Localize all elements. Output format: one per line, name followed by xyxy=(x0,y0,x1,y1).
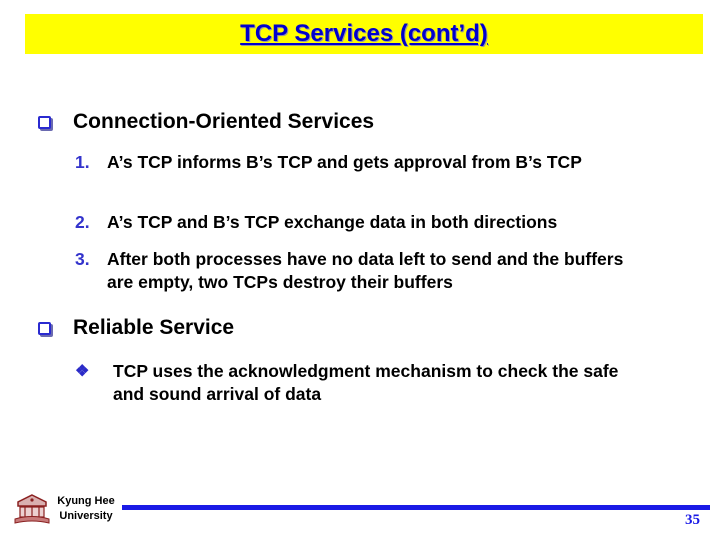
university-seal-icon xyxy=(12,492,52,528)
footer-divider xyxy=(122,505,710,510)
list-item xyxy=(75,248,675,294)
section-heading: Connection-Oriented Services xyxy=(73,110,375,133)
item-text: TCP uses the acknowledgment mechanism to check the safe and sound arrival of data xyxy=(113,361,619,404)
item-number: 1. xyxy=(75,152,90,172)
section-heading: Reliable Service xyxy=(73,316,235,339)
list-item xyxy=(75,360,675,406)
university-name: Kyung Hee University xyxy=(57,495,115,522)
item-text: A’s TCP and B’s TCP exchange data in both directions xyxy=(107,212,558,232)
item-number: 2. xyxy=(75,212,90,232)
square-bullet-icon xyxy=(38,116,51,129)
list-item xyxy=(75,151,675,174)
page-number: 35 xyxy=(685,512,700,528)
item-text: After both processes have no data left to send and the buffers are empty, two TCPs destroy their buffers xyxy=(107,249,624,292)
slide-title: TCP Services (cont’d) xyxy=(240,20,488,47)
list-item xyxy=(75,211,675,234)
diamond-bullet-icon: ❖ xyxy=(75,363,90,380)
item-text: A’s TCP informs B’s TCP and gets approval from B’s TCP xyxy=(107,152,582,172)
item-number: 3. xyxy=(75,249,90,269)
section-connection-oriented xyxy=(38,110,374,134)
section-reliable-service xyxy=(38,316,234,340)
square-bullet-icon xyxy=(38,322,51,335)
title-bar xyxy=(25,14,703,54)
